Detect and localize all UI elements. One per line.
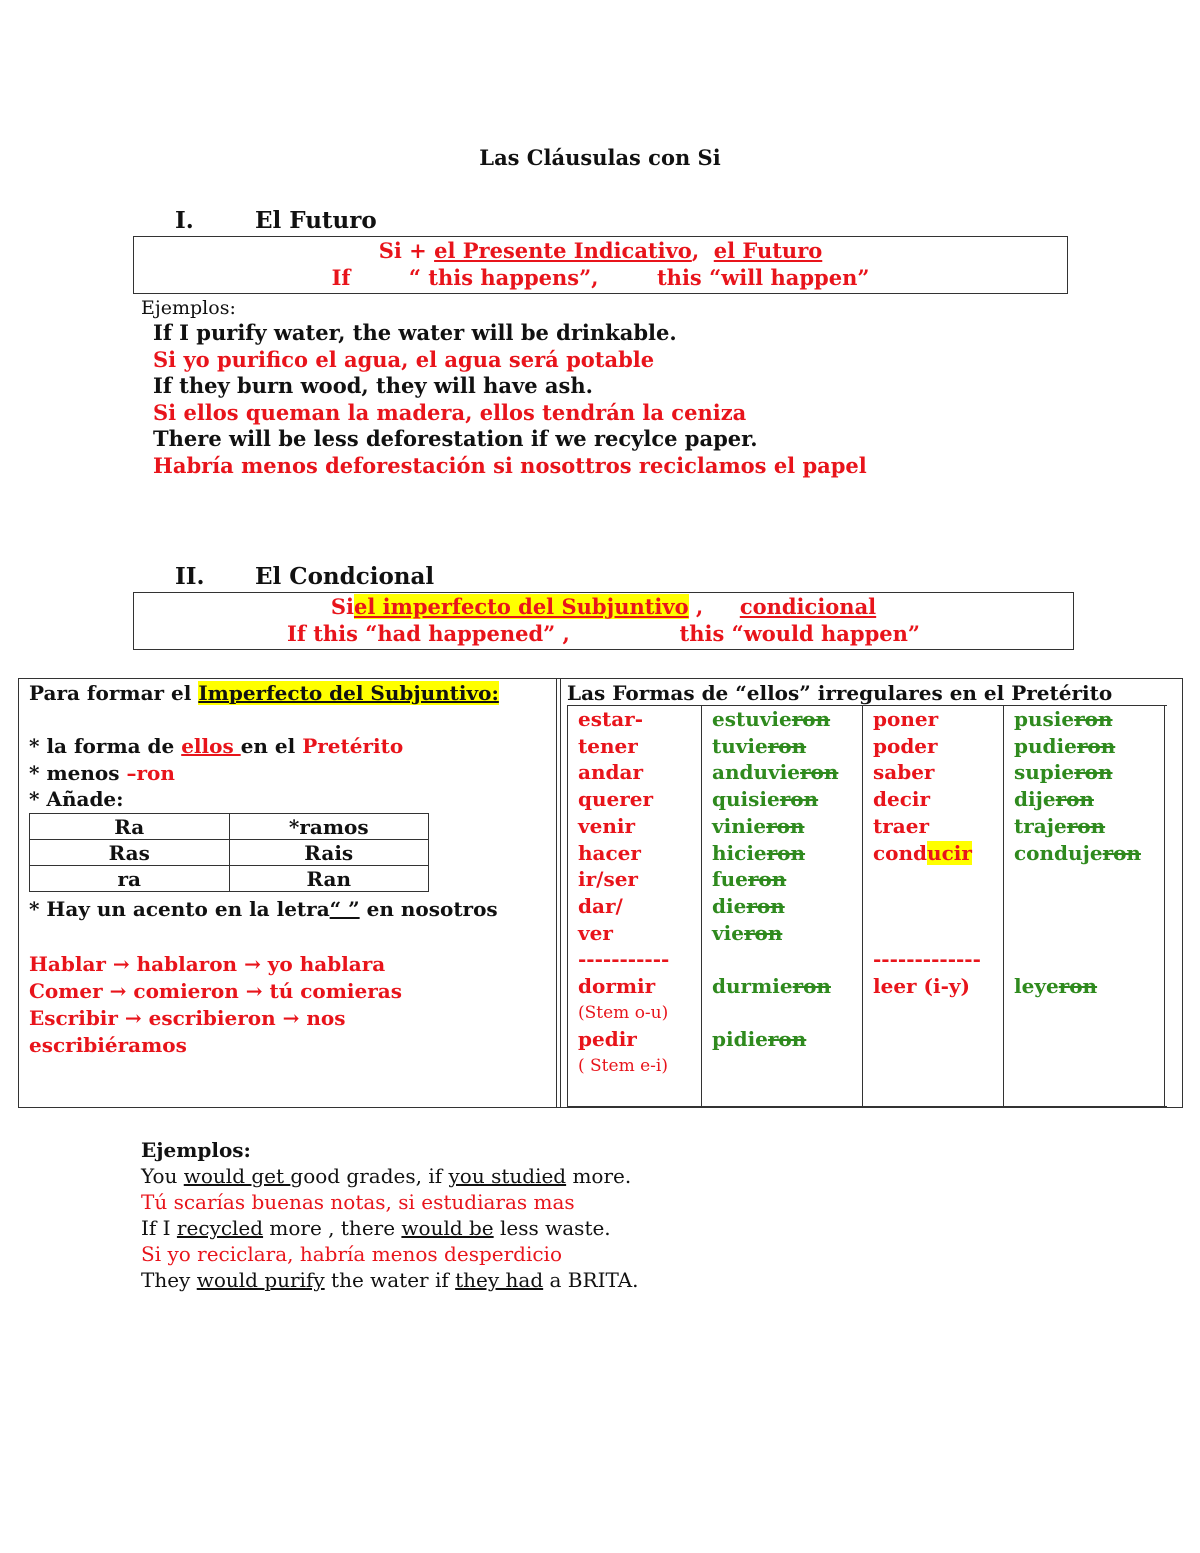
grid-line (1003, 706, 1004, 1106)
table-row (30, 840, 429, 866)
formula-comma: , (688, 594, 704, 619)
verb-part: cond (873, 840, 928, 865)
example-en (141, 1267, 639, 1293)
accent-text: en nosotros (359, 897, 498, 921)
preterite-form (712, 706, 838, 733)
preterite-form (712, 973, 838, 1000)
verb-stem: conduje (1014, 840, 1103, 865)
example-part: tú comieras (262, 979, 403, 1003)
example-part: If I (141, 1216, 177, 1240)
verb-infinitive: saber (873, 760, 935, 785)
preterite-form (1014, 786, 1141, 813)
ron-ending: ron (1074, 760, 1113, 785)
example-part: escribieron (141, 1006, 283, 1030)
page-title: Las Cláusulas con Si (479, 145, 721, 170)
preterite-form (712, 813, 838, 840)
verb-infinitive: venir (578, 813, 636, 838)
arrow-icon: → (244, 952, 261, 976)
spacer (1014, 893, 1141, 920)
verb-infinitive: dormir (578, 974, 656, 999)
example-underlined: would purify (196, 1268, 325, 1292)
spacer (1014, 920, 1141, 947)
verb-infinitive: pedir (578, 1027, 637, 1052)
ending-cell: Ran (229, 866, 429, 892)
step-ron: –ron (126, 761, 175, 785)
example-en: If they burn wood, they will have ash. (153, 373, 593, 399)
example-es: Si ellos queman la madera, ellos tendrán la ceniza (153, 399, 747, 425)
ron-ending: ron (779, 787, 819, 812)
section1-heading: El Futuro (255, 207, 377, 234)
ron-ending: ron (799, 760, 839, 785)
verb-infinitive: ver (578, 920, 613, 945)
separator-dashes: ----------- (578, 947, 670, 972)
preterite-form (1014, 759, 1141, 786)
formula-will-happen: this “will happen” (656, 265, 870, 290)
example-underlined: they had (455, 1268, 544, 1292)
example-underlined: would be (401, 1216, 494, 1240)
example-en (141, 1215, 639, 1241)
section2-number: II. (175, 563, 205, 590)
preterite-form (712, 840, 838, 867)
arrow-icon: → (112, 952, 130, 976)
ending-cell: *ramos (229, 814, 429, 840)
formula-si: Si (330, 594, 354, 619)
left-examples (29, 951, 402, 1059)
conjugation-table (18, 678, 1183, 1108)
verb-stem: vie (712, 920, 744, 945)
grid-line (1164, 706, 1165, 1106)
ron-ending: ron (743, 920, 783, 945)
verb-stem: pudie (1014, 733, 1077, 758)
formula2-line2 (134, 621, 1073, 646)
left-panel-heading (29, 681, 499, 705)
example-part: Comer (29, 979, 110, 1003)
formula-would-happen: this “would happen” (679, 621, 920, 646)
verb-infinitive: hacer (578, 840, 641, 865)
verb-stem: durmie (712, 974, 793, 999)
example-es: Habría menos deforestación si nosottros reciclamos el papel (153, 452, 867, 478)
example-part: comieron (126, 979, 246, 1003)
preterite-form (712, 786, 838, 813)
verb-stem: dije (1014, 787, 1056, 812)
verb-infinitive: estar- (578, 707, 644, 731)
formula1-line1 (134, 238, 1067, 263)
preterite-form (712, 1026, 838, 1053)
step-minus-ron (29, 761, 175, 785)
verb-infinitive: leer (i-y) (873, 974, 970, 999)
section1-examples (153, 320, 867, 480)
verb-stem: anduvie (712, 760, 800, 785)
spacer (873, 893, 981, 920)
example-part: You (141, 1164, 184, 1188)
accent-note (29, 897, 498, 921)
step-text: en el (240, 734, 303, 758)
example-en: There will be less deforestation if we recylce paper. (153, 426, 758, 452)
formula2-line1 (134, 594, 1073, 619)
verb-stem: vinie (712, 813, 767, 838)
step-add: * Añade: (29, 787, 124, 811)
verb-stem: pidie (712, 1027, 768, 1052)
verb-stem: leye (1014, 974, 1059, 999)
verb-infinitive: andar (578, 760, 643, 785)
ron-ending: ron (767, 1027, 807, 1052)
formula-comma: , (691, 238, 700, 263)
formula-si: Si + (378, 238, 435, 263)
verb-infinitive (873, 840, 981, 867)
formula-had-happened: If this “had happened” , (287, 621, 570, 646)
spacer (873, 920, 981, 947)
preterite-form (1014, 973, 1141, 1000)
conjugation-example: escribiéramos (29, 1033, 187, 1057)
example-underlined: would get (183, 1164, 291, 1188)
heading-prefix: Para formar el (29, 681, 199, 705)
example-part: less waste. (493, 1216, 611, 1240)
verb-infinitive: dar/ (578, 893, 623, 918)
endings-table (29, 813, 429, 892)
verb-stem: die (712, 893, 747, 918)
stem-change-note: (Stem o-u) (578, 1002, 669, 1023)
preterite-form (712, 866, 838, 893)
example-part: more. (566, 1164, 632, 1188)
section2-formula-box (133, 592, 1074, 650)
example-part: They (141, 1268, 197, 1292)
example-part: yo hablara (260, 952, 386, 976)
verb-stem: pusie (1014, 707, 1075, 731)
section1-formula-box (133, 236, 1068, 294)
infinitives-col-3 (873, 706, 981, 1000)
preterite-col-2 (712, 706, 838, 1053)
example-part: nos (299, 1006, 346, 1030)
verb-infinitive: poder (873, 733, 938, 758)
example-part: more , there (263, 1216, 402, 1240)
verb-infinitive: querer (578, 787, 654, 812)
preterite-form (1014, 813, 1141, 840)
spacer (712, 1000, 838, 1027)
ron-ending: ron (766, 840, 806, 865)
grid-line (701, 706, 702, 1106)
ron-ending: ron (747, 867, 787, 892)
verb-stem: estuvie (712, 707, 792, 731)
bullet: * (29, 734, 40, 758)
infinitives-col-1 (578, 706, 669, 1080)
arrow-icon: → (124, 1006, 142, 1030)
example-underlined: recycled (176, 1216, 264, 1240)
ron-ending: ron (1076, 733, 1116, 758)
table-row (30, 814, 429, 840)
grid-line (567, 706, 568, 1106)
formula-conditional: condicional (739, 594, 877, 619)
step-text: la forma de (46, 734, 182, 758)
right-panel-heading: Las Formas de “ellos” irregulares en el Pretérito (567, 681, 1113, 705)
spacer (1014, 946, 1141, 973)
panel-divider (560, 679, 561, 1107)
preterite-form (712, 759, 838, 786)
grid-line (862, 706, 863, 1106)
example-part: Escribir (29, 1006, 125, 1030)
irregular-verbs-grid (567, 705, 1167, 1107)
example-part: the water if (324, 1268, 456, 1292)
formula-imperfect-subjunctive: el imperfecto del Subjuntivo (353, 594, 689, 619)
preterite-form (712, 920, 838, 947)
example-underlined: you studied (448, 1164, 567, 1188)
formula-if: If (331, 265, 351, 290)
preterite-form (1014, 706, 1141, 733)
verb-stem: traje (1014, 813, 1067, 838)
example-en: If I purify water, the water will be drinkable. (153, 320, 677, 345)
example-part: Hablar (29, 952, 113, 976)
verb-infinitive: tener (578, 733, 638, 758)
verb-stem: supie (1014, 760, 1075, 785)
accent-text: * Hay un acento en la letra (29, 897, 330, 921)
preterite-form (712, 733, 838, 760)
ron-ending: ron (1055, 787, 1094, 812)
example-es: Si yo reciclara, habría menos desperdicio (141, 1242, 562, 1266)
ron-ending: ron (1102, 840, 1141, 865)
formula-future: el Futuro (713, 238, 823, 263)
table-row (30, 866, 429, 892)
example-part: good grades, if (290, 1164, 449, 1188)
step-text: menos (46, 761, 127, 785)
example-part: a BRITA. (543, 1268, 639, 1292)
preterite-form (1014, 733, 1141, 760)
formula-this-happens: “ this happens”, (408, 265, 599, 290)
ron-ending: ron (766, 813, 805, 838)
example-es: Si yo purifico el agua, el agua será potable (153, 346, 655, 372)
spacer (873, 866, 981, 893)
formula1-line2 (134, 265, 1067, 290)
ron-ending: ron (767, 733, 807, 758)
ron-ending: ron (1066, 813, 1106, 838)
ending-cell: Ra (30, 814, 230, 840)
accent-blank: “ ” (329, 897, 360, 921)
spacer (712, 946, 838, 973)
verb-stem: tuvie (712, 733, 768, 758)
verb-infinitive: poner (873, 707, 939, 731)
arrow-icon: → (245, 979, 263, 1003)
panel-divider (556, 679, 557, 1107)
stem-change-note: ( Stem e-i) (578, 1056, 668, 1077)
verb-infinitive: ir/ser (578, 867, 638, 892)
verb-infinitive: traer (873, 813, 929, 838)
preterite-form (1014, 840, 1141, 867)
highlighted-ending: ucir (927, 840, 972, 865)
step-ellos: ellos (181, 734, 241, 758)
conjugation-example (29, 1005, 402, 1032)
step-ellos-form (29, 734, 403, 758)
verb-stem: hicie (712, 840, 767, 865)
ron-ending: ron (746, 893, 785, 918)
examples2-label: Ejemplos: (141, 1138, 251, 1162)
section1-examples-label: Ejemplos: (141, 297, 236, 319)
ron-ending: ron (1058, 974, 1098, 999)
ending-cell: Rais (229, 840, 429, 866)
section2-heading: El Condcional (255, 563, 435, 590)
spacer (1014, 866, 1141, 893)
verb-stem: quisie (712, 787, 780, 812)
preterite-col-4 (1014, 706, 1141, 1000)
step-preterito: Pretérito (302, 734, 404, 758)
ron-ending: ron (1074, 707, 1113, 731)
bullet: * (29, 761, 40, 785)
ending-cell: Ras (30, 840, 230, 866)
separator-dashes: ------------- (873, 947, 981, 972)
examples2 (141, 1137, 639, 1293)
verb-infinitive: decir (873, 787, 931, 812)
example-en (141, 1163, 639, 1189)
arrow-icon: → (282, 1006, 300, 1030)
conjugation-example (29, 951, 402, 978)
verb-stem: fue (712, 867, 748, 892)
example-part: hablaron (129, 952, 245, 976)
ron-ending: ron (791, 707, 831, 731)
heading-imperfect-subjunctive: Imperfecto del Subjuntivo: (198, 681, 499, 705)
ron-ending: ron (792, 974, 831, 999)
section1-number: I. (175, 207, 194, 234)
preterite-form (712, 893, 838, 920)
formula-present-indicative: el Presente Indicativo (434, 238, 692, 263)
ending-cell: ra (30, 866, 230, 892)
conjugation-example (29, 978, 402, 1005)
arrow-icon: → (109, 979, 127, 1003)
example-es: Tú scarías buenas notas, si estudiaras mas (141, 1190, 575, 1214)
